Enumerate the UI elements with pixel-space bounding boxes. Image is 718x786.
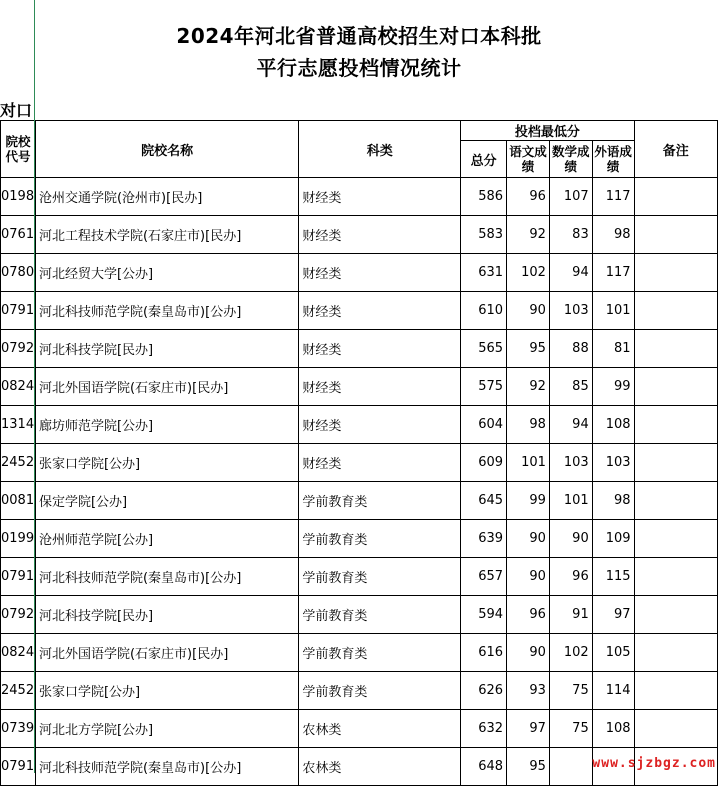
header-total: 总分 — [461, 141, 507, 178]
row-category: 财经类 — [299, 254, 461, 292]
row-math-score: 107 — [549, 178, 592, 216]
row-category: 财经类 — [299, 178, 461, 216]
row-category: 财经类 — [299, 292, 461, 330]
row-school-name: 河北外国语学院(石家庄市)[民办] — [35, 368, 298, 406]
row-total-score: 632 — [461, 710, 507, 748]
row-math-score — [549, 748, 592, 786]
row-remark — [634, 292, 717, 330]
row-english-score: 99 — [592, 368, 634, 406]
page-subtitle: 平行志愿投档情况统计 — [256, 56, 462, 80]
table-row — [1, 330, 718, 368]
row-math-score: 103 — [549, 292, 592, 330]
row-code: 0739 — [1, 710, 36, 748]
row-chinese-score: 90 — [507, 634, 550, 672]
header-math: 数学成绩 — [549, 141, 592, 178]
table-row — [1, 254, 718, 292]
row-remark — [634, 330, 717, 368]
section-label: 对口 — [0, 101, 33, 120]
row-english-score: 114 — [592, 672, 634, 710]
row-school-name: 河北科技师范学院(秦皇岛市)[公办] — [35, 558, 298, 596]
row-remark — [634, 710, 717, 748]
row-total-score: 616 — [461, 634, 507, 672]
table-row — [1, 596, 718, 634]
row-code: 1314 — [1, 406, 36, 444]
row-remark — [634, 216, 717, 254]
row-english-score: 103 — [592, 444, 634, 482]
page-title: 2024年河北省普通高校招生对口本科批 — [176, 24, 542, 48]
row-school-name: 张家口学院[公办] — [35, 444, 298, 482]
table-row — [1, 710, 718, 748]
row-math-score: 102 — [549, 634, 592, 672]
row-english-score: 109 — [592, 520, 634, 558]
row-remark — [634, 178, 717, 216]
row-english-score: 98 — [592, 216, 634, 254]
row-category: 财经类 — [299, 330, 461, 368]
row-school-name: 河北科技师范学院(秦皇岛市)[公办] — [35, 292, 298, 330]
row-math-score: 91 — [549, 596, 592, 634]
row-total-score: 648 — [461, 748, 507, 786]
row-chinese-score: 95 — [507, 748, 550, 786]
row-chinese-score: 97 — [507, 710, 550, 748]
row-school-name: 河北科技学院[民办] — [35, 596, 298, 634]
row-remark — [634, 368, 717, 406]
row-code: 0761 — [1, 216, 36, 254]
row-remark — [634, 558, 717, 596]
row-total-score: 639 — [461, 520, 507, 558]
row-remark — [634, 254, 717, 292]
row-category: 财经类 — [299, 368, 461, 406]
table-body — [1, 178, 718, 786]
row-math-score: 88 — [549, 330, 592, 368]
row-total-score: 645 — [461, 482, 507, 520]
row-total-score: 610 — [461, 292, 507, 330]
row-remark — [634, 406, 717, 444]
row-chinese-score: 90 — [507, 292, 550, 330]
row-chinese-score: 95 — [507, 330, 550, 368]
row-category: 学前教育类 — [299, 672, 461, 710]
row-code: 0081 — [1, 482, 36, 520]
row-chinese-score: 92 — [507, 368, 550, 406]
row-school-name: 张家口学院[公办] — [35, 672, 298, 710]
row-total-score: 609 — [461, 444, 507, 482]
header-code: 院校代号 — [1, 121, 36, 178]
row-english-score: 105 — [592, 634, 634, 672]
row-remark — [634, 634, 717, 672]
row-school-name: 保定学院[公办] — [35, 482, 298, 520]
row-total-score: 565 — [461, 330, 507, 368]
row-category: 学前教育类 — [299, 520, 461, 558]
column-guide-line — [34, 0, 35, 773]
row-chinese-score: 90 — [507, 558, 550, 596]
row-math-score: 75 — [549, 672, 592, 710]
row-math-score: 103 — [549, 444, 592, 482]
row-chinese-score: 99 — [507, 482, 550, 520]
row-english-score: 115 — [592, 558, 634, 596]
row-english-score: 101 — [592, 292, 634, 330]
score-table-wrapper — [0, 120, 718, 786]
row-math-score: 85 — [549, 368, 592, 406]
row-remark — [634, 482, 717, 520]
row-code: 0824 — [1, 368, 36, 406]
header-chinese: 语文成绩 — [507, 141, 550, 178]
row-code: 0792 — [1, 596, 36, 634]
row-code: 0824 — [1, 634, 36, 672]
row-chinese-score: 96 — [507, 596, 550, 634]
row-math-score: 94 — [549, 406, 592, 444]
row-school-name: 沧州交通学院(沧州市)[民办] — [35, 178, 298, 216]
table-row — [1, 406, 718, 444]
row-code: 0791 — [1, 292, 36, 330]
watermark: www.sjzbgz.com — [592, 756, 716, 771]
row-code: 0791 — [1, 558, 36, 596]
table-row — [1, 558, 718, 596]
row-code: 0199 — [1, 520, 36, 558]
header-name: 院校名称 — [35, 121, 298, 178]
row-remark — [634, 596, 717, 634]
row-math-score: 75 — [549, 710, 592, 748]
row-chinese-score: 98 — [507, 406, 550, 444]
row-english-score: 117 — [592, 254, 634, 292]
row-english-score: 108 — [592, 710, 634, 748]
header-english: 外语成绩 — [592, 141, 634, 178]
table-row — [1, 482, 718, 520]
row-total-score: 604 — [461, 406, 507, 444]
row-school-name: 沧州师范学院[公办] — [35, 520, 298, 558]
row-category: 财经类 — [299, 406, 461, 444]
row-total-score: 657 — [461, 558, 507, 596]
table-row — [1, 444, 718, 482]
row-english-score: 117 — [592, 178, 634, 216]
row-chinese-score: 90 — [507, 520, 550, 558]
row-math-score: 96 — [549, 558, 592, 596]
row-school-name: 河北科技师范学院(秦皇岛市)[公办] — [35, 748, 298, 786]
row-english-score: 81 — [592, 330, 634, 368]
row-school-name: 河北科技学院[民办] — [35, 330, 298, 368]
row-category: 农林类 — [299, 710, 461, 748]
row-remark — [634, 444, 717, 482]
table-row — [1, 216, 718, 254]
row-chinese-score: 102 — [507, 254, 550, 292]
row-category: 学前教育类 — [299, 558, 461, 596]
table-row — [1, 520, 718, 558]
table-row — [1, 672, 718, 710]
row-total-score: 626 — [461, 672, 507, 710]
row-school-name: 河北工程技术学院(石家庄市)[民办] — [35, 216, 298, 254]
table-row — [1, 292, 718, 330]
row-math-score: 90 — [549, 520, 592, 558]
row-code: 0792 — [1, 330, 36, 368]
table-row — [1, 178, 718, 216]
row-chinese-score: 93 — [507, 672, 550, 710]
row-category: 农林类 — [299, 748, 461, 786]
row-code: 0791 — [1, 748, 36, 786]
row-english-score: 108 — [592, 406, 634, 444]
row-total-score: 575 — [461, 368, 507, 406]
row-code: 0198 — [1, 178, 36, 216]
row-math-score: 94 — [549, 254, 592, 292]
header-min-score-group: 投档最低分 — [461, 121, 634, 141]
row-remark — [634, 672, 717, 710]
row-category: 学前教育类 — [299, 596, 461, 634]
row-math-score: 83 — [549, 216, 592, 254]
row-category: 学前教育类 — [299, 482, 461, 520]
row-school-name: 河北外国语学院(石家庄市)[民办] — [35, 634, 298, 672]
header-category: 科类 — [299, 121, 461, 178]
row-total-score: 586 — [461, 178, 507, 216]
row-english-score: 97 — [592, 596, 634, 634]
row-chinese-score: 96 — [507, 178, 550, 216]
row-remark — [634, 520, 717, 558]
row-code: 2452 — [1, 672, 36, 710]
table-row — [1, 634, 718, 672]
score-table — [0, 120, 718, 786]
row-category: 学前教育类 — [299, 634, 461, 672]
row-total-score: 631 — [461, 254, 507, 292]
row-school-name: 河北北方学院[公办] — [35, 710, 298, 748]
table-row — [1, 368, 718, 406]
row-category: 财经类 — [299, 444, 461, 482]
row-code: 0780 — [1, 254, 36, 292]
row-school-name: 河北经贸大学[公办] — [35, 254, 298, 292]
row-total-score: 583 — [461, 216, 507, 254]
row-total-score: 594 — [461, 596, 507, 634]
row-math-score: 101 — [549, 482, 592, 520]
row-school-name: 廊坊师范学院[公办] — [35, 406, 298, 444]
row-chinese-score: 101 — [507, 444, 550, 482]
row-english-score: 98 — [592, 482, 634, 520]
row-chinese-score: 92 — [507, 216, 550, 254]
header-remark: 备注 — [634, 121, 717, 178]
row-category: 财经类 — [299, 216, 461, 254]
row-code: 2452 — [1, 444, 36, 482]
